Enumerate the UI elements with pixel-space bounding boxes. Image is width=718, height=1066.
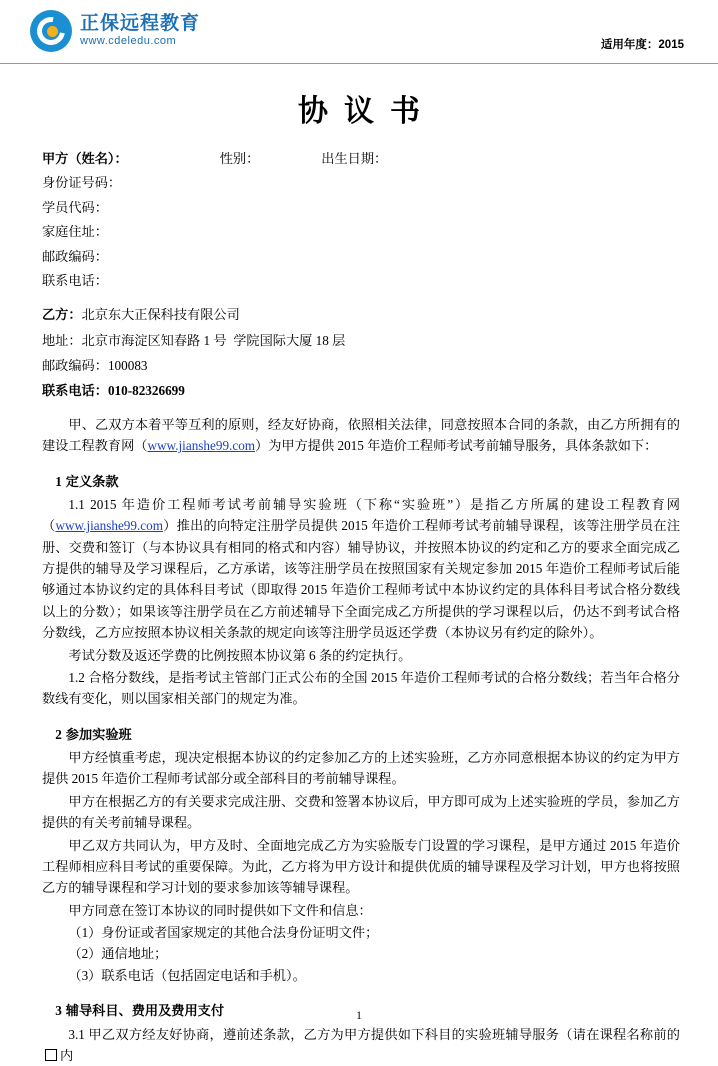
- section-2-title: 参加实验班: [66, 727, 132, 742]
- page-title: 协议书: [0, 86, 718, 130]
- logo-title: 正保远程教育: [80, 14, 200, 34]
- page-header: [0, 0, 718, 66]
- section-2-paragraph-4: 甲方同意在签订本协议的同时提供如下文件和信息：: [42, 900, 680, 921]
- section-3-number: 3: [55, 1003, 62, 1018]
- party-a-id-row: 身份证号码：: [42, 172, 680, 193]
- section-1-number: 1: [55, 474, 62, 489]
- section-2-heading: [42, 724, 680, 745]
- document-body: [0, 148, 718, 1066]
- party-a-address-row: 家庭住址：: [42, 221, 680, 242]
- header-divider: [0, 63, 718, 64]
- section-3-title: 辅导科目、费用及费用支付: [66, 1003, 224, 1018]
- party-a-gender-label: 性别：: [220, 151, 260, 166]
- clause-1-2: 1.2 合格分数线，是指考试主管部门正式公布的全国 2015 年造价工程师考试的合格分数线；若当年合格分数线有变化，则以国家相关部门的规定为准。: [42, 667, 680, 710]
- party-b-name-row: [42, 304, 680, 325]
- clause-3-1-part-a: 3.1 甲乙双方经友好协商，遵前述条款，乙方为甲方提供如下科目的实验班辅导服务（请在课程名称前的: [68, 1027, 680, 1042]
- party-a-block: [42, 148, 680, 291]
- party-b-postcode-row: [42, 355, 680, 376]
- party-b-address-value: 北京市海淀区知春路 1 号 学院国际大厦 18 层: [82, 333, 346, 348]
- section-1-title: 定义条款: [66, 474, 119, 489]
- preamble-paragraph: [42, 414, 680, 457]
- party-b-address-row: [42, 330, 680, 351]
- party-b-postcode-value: 100083: [108, 358, 148, 373]
- clause-1-1-part-b: ）推出的向特定注册学员提供 2015 年造价工程师考试考前辅导课程，该等注册学员在注册、交费和签订（与本协议具有相同的格式和内容）辅导协议，并按照本协议的约定和乙方的要求全面完成乙方提供的辅导及学习课程后，乙方承诺，该等注册学员在按照国家有关规定参加 2015 年造价工程师考试后能够通过本协议约定的具体科目考试（即取得 2015 年造价工程师考试中本协议约定的具体科目考试合格分数线以上的分数）；如果该等注册学员在乙方前述辅导下全面完成乙方所提供的学习课程以后，仍达不到考试合格分数线，乙方应按照本协议相关条款的规定向该等注册学员返还学费（本协议另有约定的除外）。: [42, 518, 680, 640]
- page-number: 1: [0, 1010, 718, 1022]
- section-2-paragraph-2: 甲方在根据乙方的有关要求完成注册、交费和签署本协议后，甲方即可成为上述实验班的学员，参加乙方提供的有关考前辅导课程。: [42, 791, 680, 834]
- party-b-address-label: 地址：: [42, 333, 82, 348]
- preamble-part2: ）为甲方提供 2015 年造价工程师考试考前辅导服务，具体条款如下：: [255, 438, 657, 453]
- party-a-student-code-row: 学员代码：: [42, 197, 680, 218]
- party-b-postcode-label: 邮政编码：: [42, 358, 108, 373]
- section-2-list-item-3: （3）联系电话（包括固定电话和手机）。: [42, 965, 680, 986]
- applicable-year-label: 适用年度：2015: [601, 36, 684, 52]
- preamble-part1: 甲、乙双方本着平等互利的原则，经友好协商，依照相关法律，同意按照本合同的条款，由乙方所拥有的建设工程教育网（: [42, 417, 680, 453]
- jianshe99-link-2[interactable]: www.jianshe99.com: [55, 518, 163, 533]
- party-a-name-label: 甲方（姓名）：: [42, 151, 128, 166]
- brand-logo: [30, 10, 200, 52]
- section-1-heading: [42, 471, 680, 492]
- party-b-block: [42, 304, 680, 402]
- clause-1-1-part-a: 1.1 2015 年造价工程师考试考前辅导实验班（下称“实验班”）是指乙方所属的建设工程教育网（: [42, 497, 680, 533]
- party-b-phone-value: 010-82326699: [108, 383, 185, 398]
- party-b-name-label: 乙方：: [42, 307, 82, 322]
- section-2-paragraph-1: 甲方经慎重考虑，现决定根据本协议的约定参加乙方的上述实验班，乙方亦同意根据本协议的约定为甲方提供 2015 年造价工程师考试部分或全部科目的考前辅导课程。: [42, 747, 680, 790]
- logo-url: www.cdeledu.com: [80, 36, 200, 48]
- party-b-name-value: 北京东大正保科技有限公司: [82, 307, 240, 322]
- party-b-phone-label: 联系电话：: [42, 383, 108, 398]
- jianshe99-link[interactable]: www.jianshe99.com: [148, 438, 256, 453]
- logo-icon: [30, 10, 72, 52]
- party-a-birth-label: 出生日期：: [321, 151, 387, 166]
- logo-text-block: [80, 14, 200, 47]
- section-2-number: 2: [55, 727, 62, 742]
- party-b-phone-row: [42, 380, 680, 401]
- checkbox-icon[interactable]: [45, 1049, 57, 1061]
- clause-1-1-note: 考试分数及返还学费的比例按照本协议第 6 条的约定执行。: [42, 645, 680, 666]
- clause-3-1-part-b: 内: [60, 1048, 73, 1063]
- clause-1-1: [42, 494, 680, 644]
- section-2-list-item-1: （1）身份证或者国家规定的其他合法身份证明文件；: [42, 922, 680, 943]
- section-2-paragraph-3: 甲乙双方共同认为，甲方及时、全面地完成乙方为实验版专门设置的学习课程，是甲方通过 2015 年造价工程师相应科目考试的重要保障。为此，乙方将为甲方设计和提供优质的辅导课程及学习计划，甲方也将按照乙方的辅导课程和学习计划的要求参加该等辅导课程。: [42, 835, 680, 899]
- clause-3-1: [42, 1024, 680, 1066]
- party-a-name-row: [42, 148, 680, 169]
- party-a-phone-row: 联系电话：: [42, 270, 680, 291]
- section-2-list-item-2: （2）通信地址；: [42, 943, 680, 964]
- party-a-postcode-row: 邮政编码：: [42, 246, 680, 267]
